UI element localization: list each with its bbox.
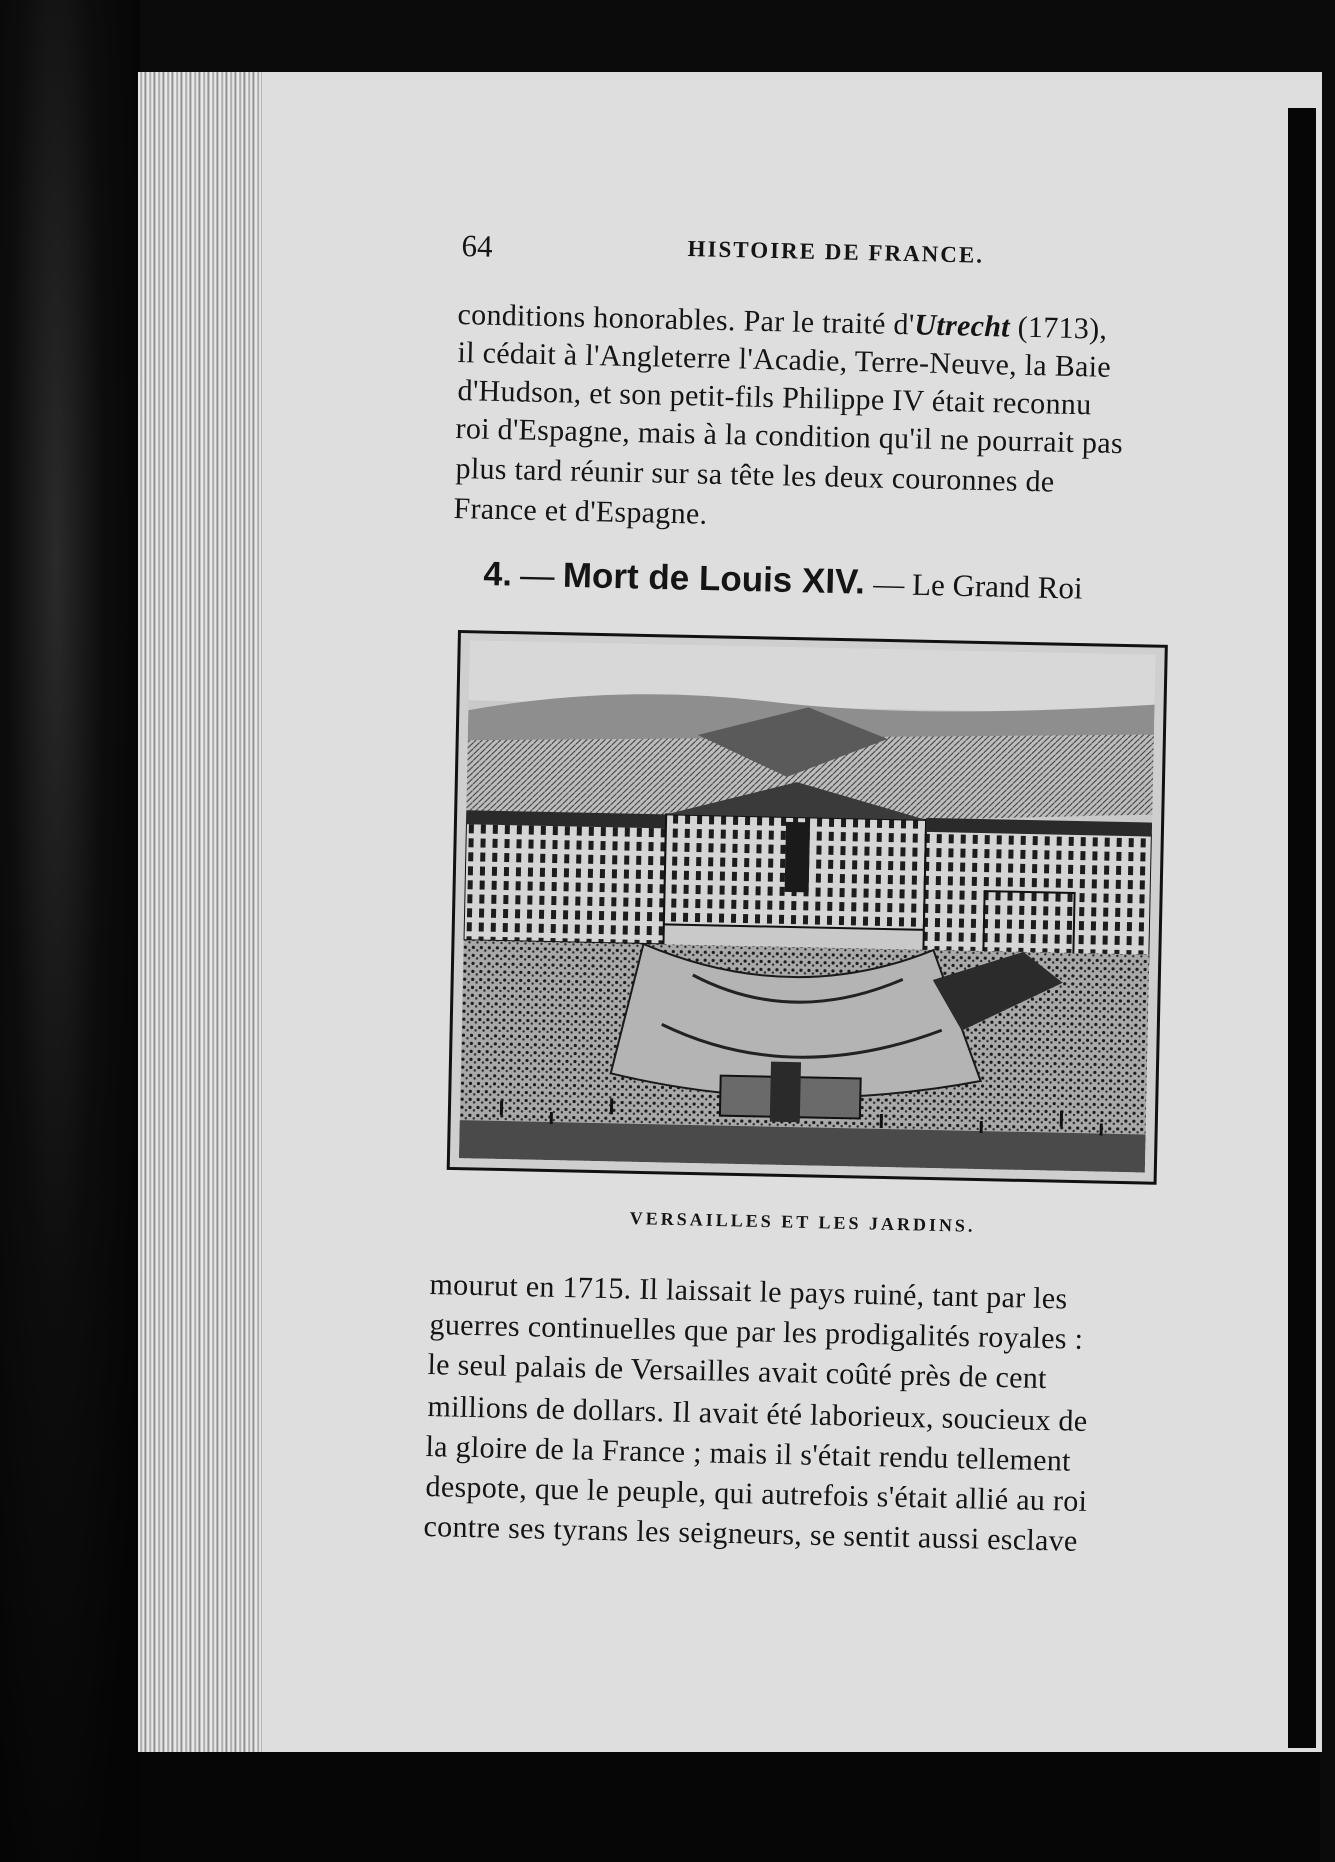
- section-dash: —: [519, 556, 555, 595]
- paragraph1-line: roi d'Espagne, mais à la condition qu'il ne pourrait pas: [455, 412, 1124, 461]
- paragraph2-line: millions de dollars. Il avait été laborieux, soucieux de: [427, 1390, 1088, 1438]
- paragraph2-line: despote, que le peuple, qui autrefois s'était allié au roi: [425, 1470, 1088, 1519]
- section-number: 4.: [483, 554, 513, 594]
- section-title: Mort de Louis XIV.: [562, 555, 866, 602]
- paragraph2-line: la gloire de la France ; mais il s'était rendu tellement: [425, 1430, 1072, 1478]
- paragraph1-line: France et d'Espagne.: [453, 492, 708, 531]
- paragraph1-line: il cédait à l'Angleterre l'Acadie, Terre-Neuve, la Baie: [457, 336, 1112, 384]
- paragraph2-line: contre ses tyrans les seigneurs, se sentit aussi esclave: [423, 1510, 1078, 1558]
- running-head: HISTOIRE DE FRANCE.: [687, 236, 985, 268]
- versailles-engraving: [459, 640, 1156, 1172]
- scan-shadow-right: [1288, 108, 1316, 1748]
- versailles-illustration: [447, 630, 1168, 1185]
- scan-background-left: [0, 0, 140, 1862]
- book-page-edges: [138, 72, 266, 1752]
- paragraph2-line: mourut en 1715. Il laissait le pays ruiné, tant par les: [429, 1268, 1068, 1316]
- section-continuation: — Le Grand Roi: [872, 565, 1083, 606]
- page-number: 64: [461, 228, 493, 264]
- paragraph2-line: guerres continuelles que par les prodigalités royales :: [429, 1308, 1084, 1356]
- paragraph1-line: conditions honorables. Par le traité d'Utrecht (1713),: [457, 298, 1108, 346]
- paragraph2-line: le seul palais de Versailles avait coûté près de cent: [427, 1348, 1048, 1396]
- figure-caption: VERSAILLES ET LES JARDINS.: [629, 1208, 976, 1236]
- scan-shadow-bottom: [140, 1752, 1320, 1862]
- paragraph1-line: d'Hudson, et son petit-fils Philippe IV était reconnu: [457, 374, 1092, 422]
- paragraph1-line: plus tard réunir sur sa tête les deux couronnes de: [455, 452, 1055, 499]
